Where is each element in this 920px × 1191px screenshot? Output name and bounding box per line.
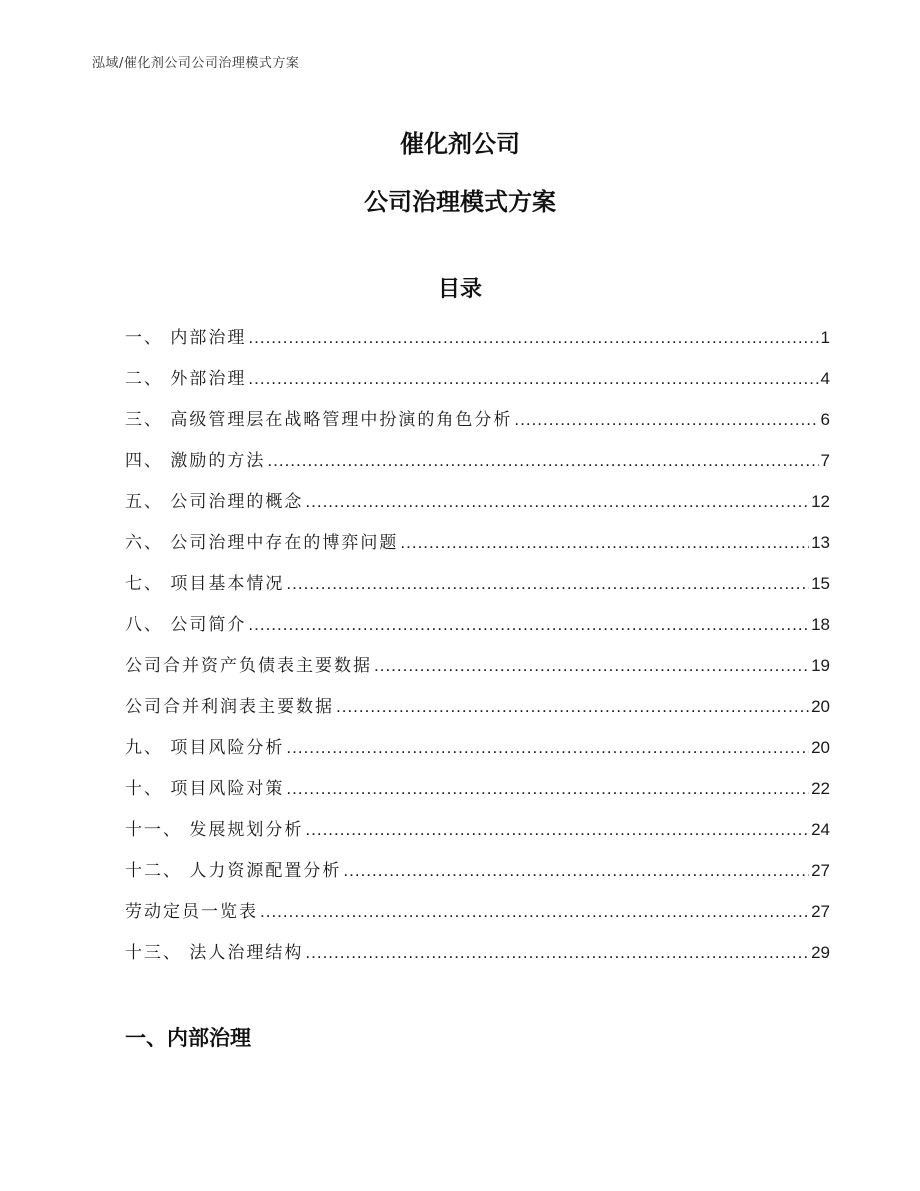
toc-entry-label: 一、 内部治理 — [125, 328, 247, 348]
toc-entry-label: 六、 公司治理中存在的博弈问题 — [125, 533, 399, 553]
toc-entry-label: 二、 外部治理 — [125, 369, 247, 389]
toc-entry[interactable] — [125, 815, 830, 856]
toc-leader-dots — [248, 364, 818, 394]
toc-entry[interactable] — [125, 897, 830, 938]
toc-entry[interactable] — [125, 405, 830, 446]
toc-entry-label: 三、 高级管理层在战略管理中扮演的角色分析 — [125, 410, 513, 430]
running-header: 泓域/催化剂公司公司治理模式方案 — [92, 56, 300, 71]
section-heading: 一、内部治理 — [125, 1026, 251, 1050]
toc-leader-dots — [400, 528, 809, 558]
toc-leader-dots — [305, 938, 809, 968]
toc-entry-page: 1 — [820, 328, 830, 347]
toc-entry-label: 公司合并资产负债表主要数据 — [125, 656, 372, 676]
toc-entry-page: 29 — [811, 943, 830, 962]
toc-leader-dots — [286, 774, 809, 804]
table-of-contents — [125, 323, 830, 979]
toc-entry-label: 十三、 法人治理结构 — [125, 943, 304, 963]
toc-entry-page: 7 — [820, 451, 830, 470]
toc-entry-label: 劳动定员一览表 — [125, 902, 258, 922]
toc-leader-dots — [286, 733, 809, 763]
toc-leader-dots — [305, 487, 809, 517]
toc-entry-page: 27 — [811, 861, 830, 880]
toc-entry-label: 公司合并利润表主要数据 — [125, 697, 334, 717]
toc-leader-dots — [374, 651, 809, 681]
toc-entry-label: 七、 项目基本情况 — [125, 574, 285, 594]
toc-entry[interactable] — [125, 692, 830, 733]
toc-entry-label: 五、 公司治理的概念 — [125, 492, 304, 512]
toc-entry[interactable] — [125, 733, 830, 774]
toc-entry-page: 20 — [811, 738, 830, 757]
toc-leader-dots — [267, 446, 818, 476]
toc-leader-dots — [260, 897, 809, 927]
toc-leader-dots — [248, 610, 809, 640]
document-subtitle: 公司治理模式方案 — [364, 188, 556, 216]
toc-heading: 目录 — [437, 277, 482, 302]
toc-entry-page: 24 — [811, 820, 830, 839]
toc-entry[interactable] — [125, 364, 830, 405]
toc-entry-label: 八、 公司简介 — [125, 615, 247, 635]
toc-entry[interactable] — [125, 446, 830, 487]
toc-entry[interactable] — [125, 856, 830, 897]
toc-leader-dots — [305, 815, 809, 845]
toc-leader-dots — [286, 569, 809, 599]
toc-entry-page: 20 — [811, 697, 830, 716]
toc-entry-label: 十一、 发展规划分析 — [125, 820, 304, 840]
toc-leader-dots — [343, 856, 809, 886]
toc-entry[interactable] — [125, 610, 830, 651]
toc-leader-dots — [336, 692, 809, 722]
toc-entry[interactable] — [125, 938, 830, 979]
toc-entry-page: 4 — [820, 369, 830, 388]
toc-entry-page: 18 — [811, 615, 830, 634]
toc-entry[interactable] — [125, 569, 830, 610]
toc-entry-page: 13 — [811, 533, 830, 552]
toc-entry-page: 22 — [811, 779, 830, 798]
toc-leader-dots — [248, 323, 818, 353]
toc-entry[interactable] — [125, 323, 830, 364]
toc-entry-page: 15 — [811, 574, 830, 593]
document-title: 催化剂公司 — [400, 130, 520, 158]
toc-entry-page: 12 — [811, 492, 830, 511]
toc-entry[interactable] — [125, 774, 830, 815]
toc-entry-page: 6 — [820, 410, 830, 429]
toc-leader-dots — [514, 405, 818, 435]
toc-entry-label: 十、 项目风险对策 — [125, 779, 285, 799]
toc-entry[interactable] — [125, 651, 830, 692]
toc-entry-label: 九、 项目风险分析 — [125, 738, 285, 758]
toc-entry-page: 19 — [811, 656, 830, 675]
toc-entry-label: 十二、 人力资源配置分析 — [125, 861, 342, 881]
toc-entry[interactable] — [125, 487, 830, 528]
toc-entry-label: 四、 激励的方法 — [125, 451, 266, 471]
toc-entry-page: 27 — [811, 902, 830, 921]
toc-entry[interactable] — [125, 528, 830, 569]
